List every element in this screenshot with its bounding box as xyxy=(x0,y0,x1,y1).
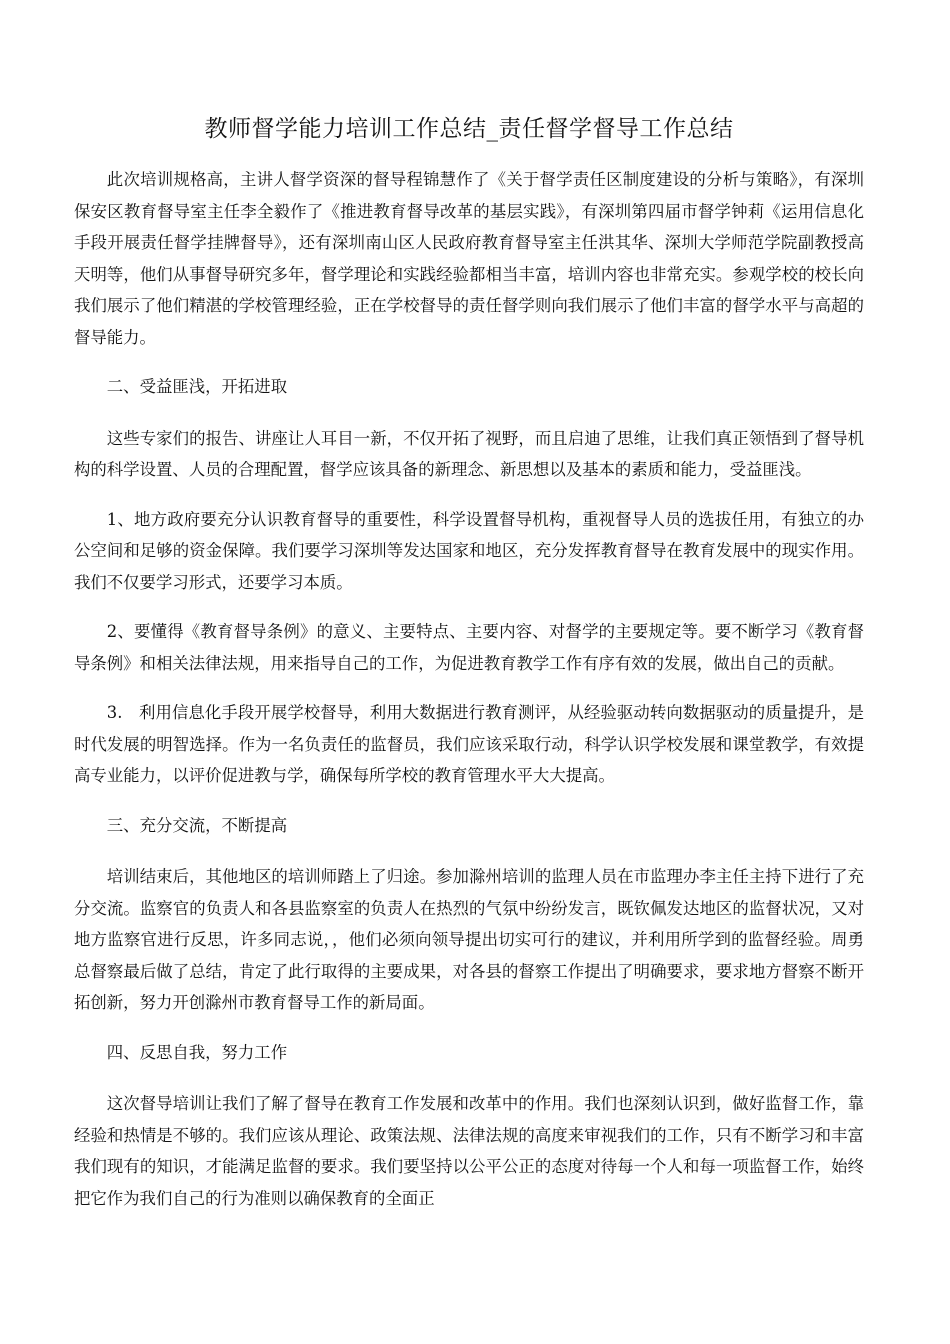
paragraph-exchange: 培训结束后，其他地区的培训师踏上了归途。参加滁州培训的监理人员在市监理办李主任主持下进行了充分交流。监察官的负责人和各县监察室的负责人在热烈的气氛中纷纷发言，既钦佩发达地区的监督状况，又对地方监察官进行反思，许多同志说，，他们必须向领导提出切实可行的建议，并利用所学到的监督经验。周勇总督察最后做了总结，肯定了此行取得的主要成果，对各县的督察工作提出了明确要求，要求地方督察不断开拓创新，努力开创滁州市教育督导工作的新局面。 xyxy=(74,867,864,1012)
section-heading-2: 二、受益匪浅，开拓进取 xyxy=(106,377,288,396)
section-heading-3: 三、充分交流，不断提高 xyxy=(106,815,288,835)
paragraph-benefit: 这些专家们的报告、讲座让人耳目一新，不仅开拓了视野，而且启迪了思维，让我们真正领悟到了督导机构的科学设置、人员的合理配置，督学应该具备的新理念、新思想以及基本的素质和能力，受益匪浅。 xyxy=(74,428,864,479)
paragraph-point-3: 3. 利用信息化手段开展学校督导，利用大数据进行教育测评，从经验驱动转向数据驱动的质量提升，是时代发展的明智选择。作为一名负责任的监督员，我们应该采取行动，科学认识学校发展和课堂教学，有效提高专业能力，以评价促进教与学，确保每所学校的教育管理水平大大提高。 xyxy=(74,703,864,785)
paragraph-point-2: 2、要懂得《教育督导条例》的意义、主要特点、主要内容、对督学的主要规定等。要不断学习《教育督导条例》和相关法律法规，用来指导自己的工作，为促进教育教学工作有序有效的发展，做出自己的贡献。 xyxy=(74,622,864,673)
document-title: 教师督学能力培训工作总结_责任督学督导工作总结 xyxy=(204,116,734,142)
paragraph-point-1: 1、地方政府要充分认识教育督导的重要性，科学设置督导机构，重视督导人员的选拔任用，有独立的办公空间和足够的资金保障。我们要学习深圳等发达国家和地区，充分发挥教育督导在教育发展中的现实作用。我们不仅要学习形式，还要学习本质。 xyxy=(74,509,864,592)
paragraph-reflection: 这次督导培训让我们了解了督导在教育工作发展和改革中的作用。我们也深刻认识到，做好监督工作，靠经验和热情是不够的。我们应该从理论、政策法规、法律法规的高度来审视我们的工作，只有不断学习和丰富我们现有的知识，才能满足监督的要求。我们要坚持以公平公正的态度对待每一个人和每一项监督工作，始终把它作为我们自己的行为准则以确保教育的全面正 xyxy=(74,1094,864,1208)
paragraph-intro: 此次培训规格高，主讲人督学资深的督导程锦慧作了《关于督学责任区制度建设的分析与策略》，有深圳保安区教育督导室主任李全毅作了《推进教育督导改革的基层实践》，有深圳第四届市督学钟莉《运用信息化手段开展责任督学挂牌督导》，还有深圳南山区人民政府教育督导室主任洪其华、深圳大学师范学院副教授高天明等，他们从事督导研究多年，督学理论和实践经验都相当丰富，培训内容也非常充实。参观学校的校长向我们展示了他们精湛的学校管理经验，正在学校督导的责任督学则向我们展示了他们丰富的督学水平与高超的督导能力。 xyxy=(74,170,864,347)
section-heading-4: 四、反思自我，努力工作 xyxy=(106,1042,288,1062)
